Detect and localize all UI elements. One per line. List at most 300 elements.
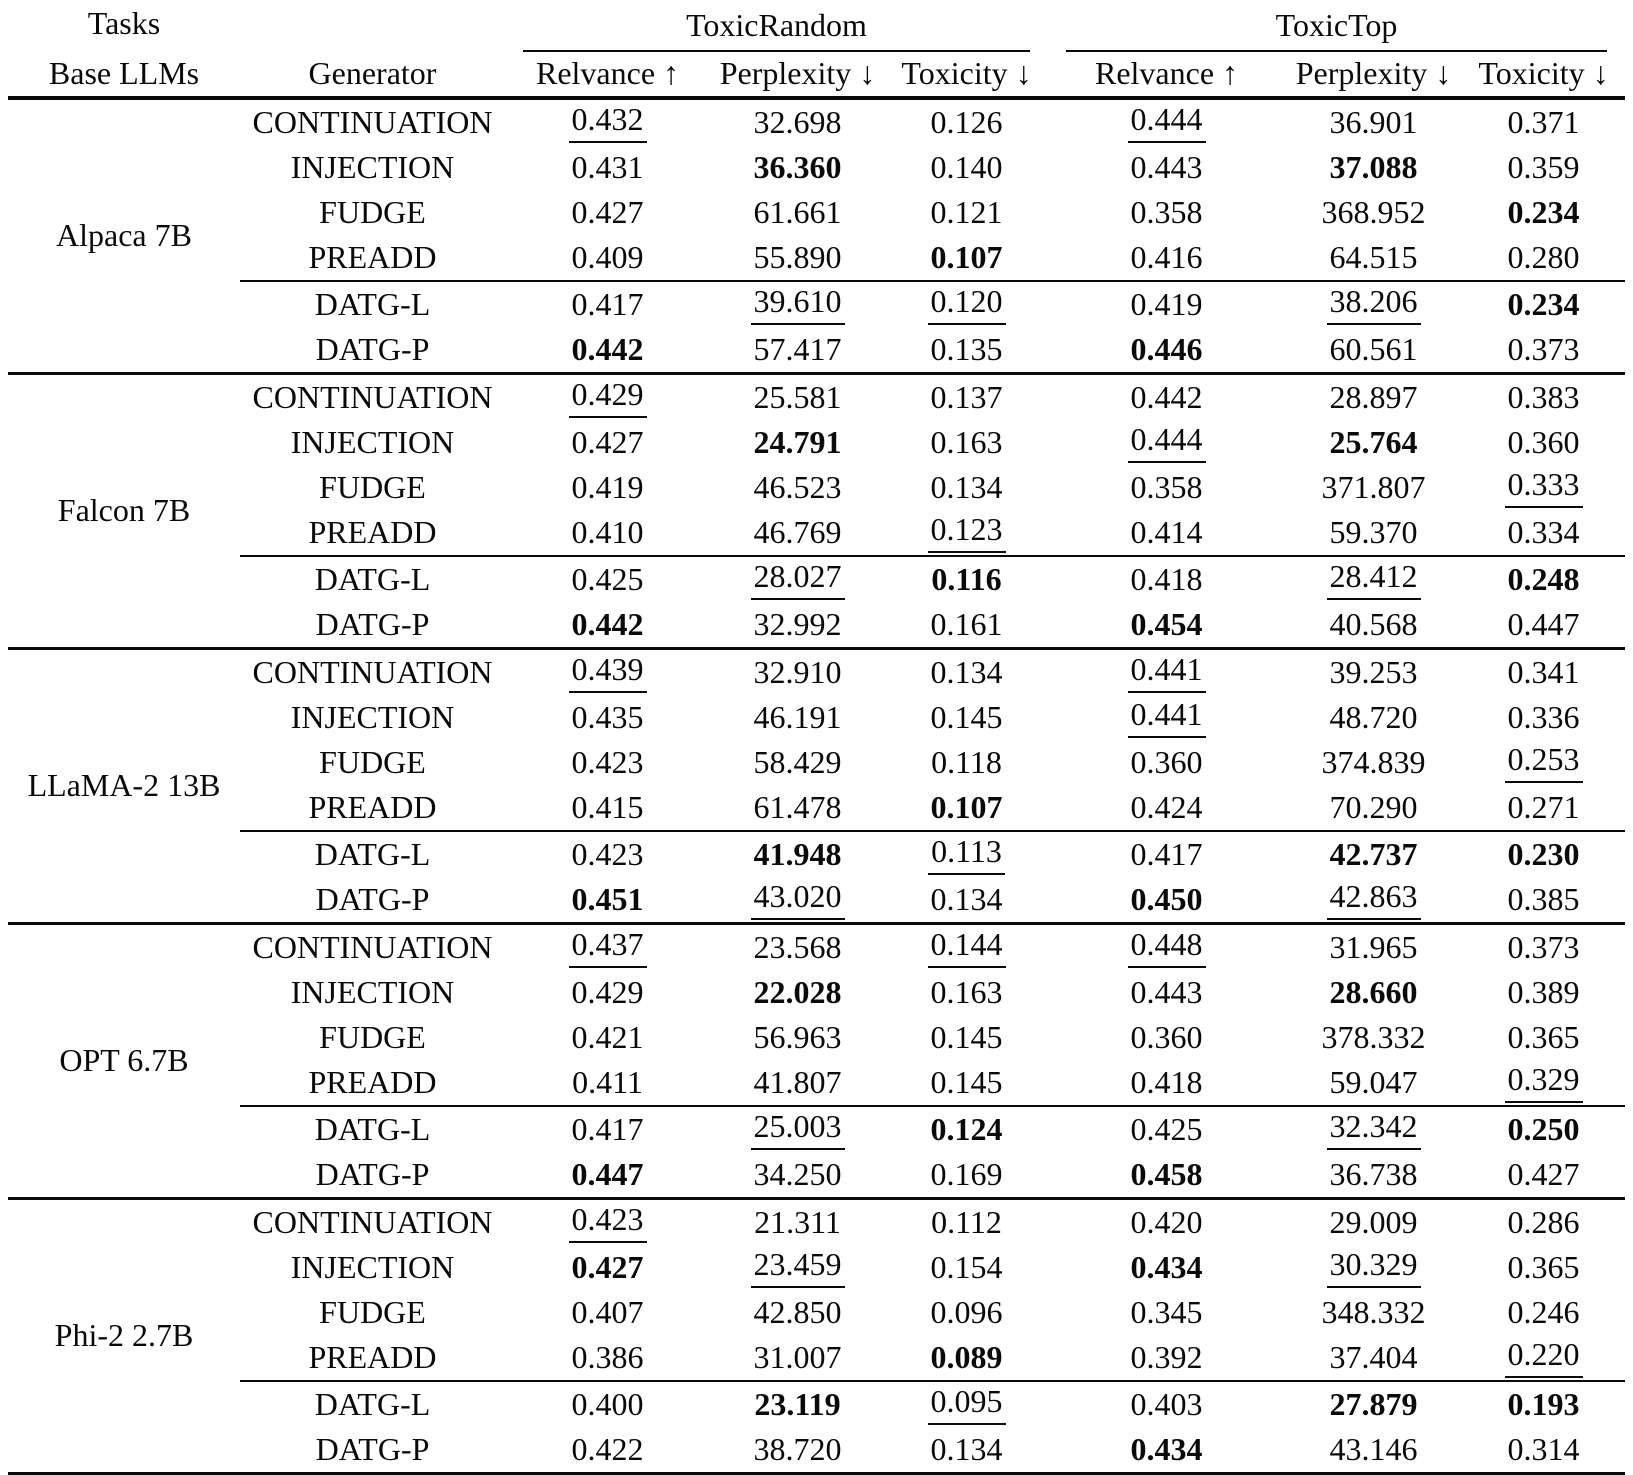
metric-value: 0.421: [571, 1018, 644, 1055]
metric-cell: [1048, 1199, 1285, 1246]
metric-value: 0.365: [1507, 1248, 1580, 1285]
metric-cell: [1048, 785, 1285, 831]
metric-cell: [885, 695, 1048, 740]
metric-cell: [1048, 924, 1285, 971]
metric-value: 0.407: [571, 1293, 644, 1330]
metric-value: 0.410: [571, 513, 644, 550]
metric-cell: [1048, 1381, 1285, 1427]
metric-cell: [1285, 281, 1462, 327]
metric-cell: [505, 740, 710, 785]
generator-cell: CONTINUATION: [252, 653, 493, 690]
metric-cell: [885, 877, 1048, 924]
metric-value: 0.447: [1507, 605, 1580, 642]
header-row-tasks: [8, 0, 1625, 52]
metric-cell: [505, 420, 710, 465]
metric-cell: [1048, 1290, 1285, 1335]
model-label-opt-6-7b: OPT 6.7B: [8, 924, 240, 1199]
metric-value: 37.088: [1329, 148, 1418, 185]
metric-cell: [505, 1290, 710, 1335]
metric-value: 0.427: [571, 423, 644, 460]
metric-value: 42.850: [753, 1293, 842, 1330]
metric-value: 0.096: [930, 1293, 1003, 1330]
metric-value: 0.400: [571, 1385, 644, 1422]
metric-value: 0.437: [569, 927, 647, 967]
metric-cell: [505, 602, 710, 649]
metric-value: 23.459: [751, 1247, 845, 1287]
metric-value: 59.047: [1329, 1063, 1418, 1100]
metric-cell: [710, 1381, 885, 1427]
metric-cell: [1048, 235, 1285, 281]
metric-cell: [885, 1152, 1048, 1199]
metric-cell: [1462, 1199, 1625, 1246]
metric-value: 61.478: [753, 788, 842, 825]
metric-value: 0.419: [1130, 285, 1203, 322]
metric-cell: [1462, 98, 1625, 145]
metric-value: 48.720: [1329, 698, 1418, 735]
metric-cell: [1285, 1245, 1462, 1290]
metric-value: 0.417: [571, 285, 644, 322]
metric-cell: [710, 1245, 885, 1290]
metric-cell: [1048, 145, 1285, 190]
metric-value: 24.791: [753, 423, 842, 460]
table-row: [8, 924, 1625, 971]
metric-value: 0.246: [1507, 1293, 1580, 1330]
metric-cell: [1285, 1290, 1462, 1335]
metric-cell: [505, 1199, 710, 1246]
metric-value: 0.420: [1130, 1203, 1203, 1240]
metric-value: 31.007: [753, 1338, 842, 1375]
metric-cell: [1462, 1152, 1625, 1199]
metric-cell: [885, 1015, 1048, 1060]
metric-value: 0.442: [571, 330, 644, 367]
metric-cell: [1048, 556, 1285, 602]
metric-value: 46.769: [753, 513, 842, 550]
metric-cell: [1462, 1015, 1625, 1060]
metric-cell: [885, 1060, 1048, 1106]
metric-cell: [1048, 98, 1285, 145]
metric-cell: [885, 420, 1048, 465]
metric-cell: [505, 235, 710, 281]
metric-cell: [885, 235, 1048, 281]
metric-cell: [1048, 327, 1285, 374]
metric-value: 0.360: [1130, 743, 1203, 780]
metric-value: 25.003: [751, 1109, 845, 1149]
metric-value: 0.373: [1507, 928, 1580, 965]
metric-value: 0.134: [930, 468, 1003, 505]
metric-cell: [1462, 1381, 1625, 1427]
table-row: [8, 465, 1625, 510]
metric-value: 0.161: [930, 605, 1003, 642]
generator-cell: INJECTION: [290, 973, 455, 1010]
metric-cell: [1462, 1290, 1625, 1335]
metric-cell: [710, 327, 885, 374]
metric-cell: [1285, 924, 1462, 971]
metric-cell: [1048, 465, 1285, 510]
task-header-toxicrandom: [505, 0, 1048, 52]
metric-cell: [1285, 877, 1462, 924]
metric-value: 0.422: [571, 1430, 644, 1467]
metric-cell: [1285, 602, 1462, 649]
metric-value: 0.434: [1130, 1248, 1203, 1285]
metric-cell: [1048, 1106, 1285, 1152]
metric-cell: [1285, 1199, 1462, 1246]
metric-cell: [710, 649, 885, 696]
metric-cell: [885, 1335, 1048, 1381]
table-row: [8, 510, 1625, 556]
metric-value: 0.414: [1130, 513, 1203, 550]
metric-value: 0.417: [571, 1110, 644, 1147]
metric-value: 61.661: [753, 193, 842, 230]
metric-cell: [885, 602, 1048, 649]
metric-value: 42.863: [1327, 879, 1421, 919]
corner-spacer: [240, 0, 505, 52]
metric-cell: [1462, 1106, 1625, 1152]
metric-value: 0.334: [1507, 513, 1580, 550]
metric-value: 0.431: [571, 148, 644, 185]
metric-cell: [885, 374, 1048, 421]
generator-cell: DATG-P: [240, 602, 505, 649]
table-header: [8, 0, 1625, 98]
generator-cell: PREADD: [240, 510, 505, 556]
metric-value: 0.446: [1130, 330, 1203, 367]
metric-cell: [1285, 831, 1462, 877]
metric-cell: [505, 1427, 710, 1474]
metric-cell: [710, 1106, 885, 1152]
metric-value: 37.404: [1329, 1338, 1418, 1375]
table-row: [8, 1245, 1625, 1290]
metric-cell: [1285, 556, 1462, 602]
metric-cell: [710, 190, 885, 235]
col-header-toxicrandom-perplexity: Perplexity ↓: [710, 52, 885, 98]
metric-cell: [505, 1060, 710, 1106]
metric-cell: [885, 190, 1048, 235]
metric-value: 0.193: [1507, 1385, 1580, 1422]
metric-cell: [885, 924, 1048, 971]
metric-cell: [710, 98, 885, 145]
metric-value: 0.427: [1507, 1155, 1580, 1192]
metric-value: 0.333: [1505, 467, 1583, 507]
metric-value: 0.443: [1130, 148, 1203, 185]
metric-cell: [1285, 98, 1462, 145]
metric-cell: [1285, 970, 1462, 1015]
metric-value: 28.660: [1329, 973, 1418, 1010]
metric-value: 0.389: [1507, 973, 1580, 1010]
metric-value: 0.425: [571, 560, 644, 597]
metric-value: 0.447: [571, 1155, 644, 1192]
generator-cell: CONTINUATION: [252, 928, 493, 965]
metric-cell: [505, 1106, 710, 1152]
metric-value: 70.290: [1329, 788, 1418, 825]
metric-cell: [1462, 602, 1625, 649]
table-row: [8, 695, 1625, 740]
metric-cell: [1462, 145, 1625, 190]
metric-cell: [885, 1427, 1048, 1474]
table-row: [8, 327, 1625, 374]
metric-cell: [505, 970, 710, 1015]
metric-value: 0.220: [1505, 1337, 1583, 1377]
metric-cell: [505, 1245, 710, 1290]
metric-cell: [710, 145, 885, 190]
metric-value: 0.121: [930, 193, 1003, 230]
generator-cell: INJECTION: [290, 698, 455, 735]
metric-cell: [885, 1106, 1048, 1152]
metric-cell: [885, 1245, 1048, 1290]
table-row: [8, 1381, 1625, 1427]
metric-value: 0.383: [1507, 378, 1580, 415]
metric-cell: [505, 145, 710, 190]
metric-value: 0.118: [931, 743, 1002, 780]
metric-value: 0.280: [1507, 238, 1580, 275]
metric-cell: [1048, 831, 1285, 877]
metric-value: 0.314: [1507, 1430, 1580, 1467]
metric-cell: [1462, 1060, 1625, 1106]
metric-cell: [885, 740, 1048, 785]
metric-value: 0.429: [569, 377, 647, 417]
metric-value: 0.116: [931, 560, 1002, 597]
metric-value: 0.329: [1505, 1062, 1583, 1102]
metric-cell: [885, 327, 1048, 374]
metric-value: 0.230: [1507, 835, 1580, 872]
metric-cell: [1462, 877, 1625, 924]
table-row: [8, 877, 1625, 924]
metric-value: 21.311: [754, 1203, 841, 1240]
task-header-toxictop: [1048, 0, 1625, 52]
table-row: [8, 1427, 1625, 1474]
metric-cell: [1285, 740, 1462, 785]
metric-cell: [710, 235, 885, 281]
metric-value: 0.360: [1130, 1018, 1203, 1055]
metric-value: 58.429: [753, 743, 842, 780]
metric-value: 0.234: [1507, 193, 1580, 230]
metric-value: 0.134: [930, 880, 1003, 917]
metric-cell: [505, 877, 710, 924]
metric-value: 0.154: [930, 1248, 1003, 1285]
metric-value: 41.948: [753, 835, 842, 872]
table-row: [8, 649, 1625, 696]
metric-value: 46.523: [753, 468, 842, 505]
metric-value: 0.341: [1507, 653, 1580, 690]
metric-cell: [710, 1335, 885, 1381]
metric-cell: [1462, 510, 1625, 556]
metric-cell: [505, 98, 710, 145]
generator-cell: PREADD: [240, 785, 505, 831]
table-row: [8, 831, 1625, 877]
metric-cell: [885, 970, 1048, 1015]
generator-cell: INJECTION: [290, 148, 455, 185]
metric-value: 0.248: [1507, 560, 1580, 597]
header-row-metrics: [8, 52, 1625, 98]
metric-value: 0.145: [930, 698, 1003, 735]
metric-cell: [505, 510, 710, 556]
metric-cell: [1048, 602, 1285, 649]
metric-cell: [710, 420, 885, 465]
generator-cell: PREADD: [240, 1335, 505, 1381]
metric-value: 0.448: [1128, 927, 1206, 967]
generator-cell: DATG-P: [240, 877, 505, 924]
metric-cell: [1048, 420, 1285, 465]
metric-value: 60.561: [1329, 330, 1418, 367]
metric-cell: [1048, 695, 1285, 740]
generator-cell: CONTINUATION: [252, 378, 493, 415]
metric-value: 0.145: [930, 1063, 1003, 1100]
metric-cell: [1285, 420, 1462, 465]
metric-cell: [710, 740, 885, 785]
table-body: [8, 98, 1625, 1474]
metric-value: 0.120: [928, 284, 1006, 324]
metric-value: 0.417: [1130, 835, 1203, 872]
table-row: [8, 98, 1625, 145]
metric-value: 39.610: [751, 284, 845, 324]
toxictop-rule: [1066, 8, 1607, 52]
metric-value: 0.419: [571, 468, 644, 505]
metric-cell: [505, 785, 710, 831]
metric-value: 0.450: [1130, 880, 1203, 917]
metric-value: 41.807: [753, 1063, 842, 1100]
metric-cell: [710, 695, 885, 740]
generator-header: Generator: [240, 52, 505, 98]
table-row: [8, 785, 1625, 831]
table-row: [8, 1199, 1625, 1246]
metric-value: 0.360: [1507, 423, 1580, 460]
metric-cell: [1462, 1245, 1625, 1290]
table-row: [8, 145, 1625, 190]
metric-value: 378.332: [1321, 1018, 1426, 1055]
metric-value: 0.444: [1128, 102, 1206, 142]
metric-value: 36.738: [1329, 1155, 1418, 1192]
toxicrandom-rule: [523, 8, 1030, 52]
metric-value: 0.134: [930, 653, 1003, 690]
model-label-phi-2-2-7b: Phi-2 2.7B: [8, 1199, 240, 1474]
metric-value: 38.206: [1327, 284, 1421, 324]
metric-cell: [505, 1335, 710, 1381]
generator-cell: FUDGE: [319, 743, 426, 780]
metric-cell: [710, 1290, 885, 1335]
metric-cell: [710, 877, 885, 924]
metric-cell: [1462, 556, 1625, 602]
table-row: [8, 740, 1625, 785]
metric-value: 0.444: [1128, 422, 1206, 462]
metric-value: 0.134: [930, 1430, 1003, 1467]
metric-value: 0.424: [1130, 788, 1203, 825]
metric-cell: [1285, 145, 1462, 190]
metric-cell: [885, 145, 1048, 190]
metric-value: 0.423: [571, 835, 644, 872]
metric-value: 32.910: [753, 653, 842, 690]
metric-cell: [1048, 740, 1285, 785]
metric-value: 0.169: [930, 1155, 1003, 1192]
metric-cell: [1285, 374, 1462, 421]
metric-value: 31.965: [1329, 928, 1418, 965]
metric-cell: [505, 465, 710, 510]
metric-value: 0.386: [571, 1338, 644, 1375]
model-label-falcon-7b: Falcon 7B: [8, 374, 240, 649]
generator-cell: PREADD: [240, 235, 505, 281]
model-label-llama-2-13b: LLaMA-2 13B: [8, 649, 240, 924]
metric-value: 56.963: [753, 1018, 842, 1055]
col-header-toxictop-toxicity: Toxicity ↓: [1462, 52, 1625, 98]
metric-value: 0.163: [930, 423, 1003, 460]
metric-value: 348.332: [1321, 1293, 1426, 1330]
toxictop-title: ToxicTop: [1275, 6, 1398, 43]
metric-value: 0.112: [931, 1203, 1002, 1240]
table-row: [8, 281, 1625, 327]
metric-value: 43.146: [1329, 1430, 1418, 1467]
generator-cell: FUDGE: [319, 1018, 426, 1055]
col-header-toxictop-perplexity: Perplexity ↓: [1285, 52, 1462, 98]
col-header-toxicrandom-toxicity: Toxicity ↓: [885, 52, 1048, 98]
toxicrandom-title: ToxicRandom: [686, 6, 867, 43]
generator-cell: FUDGE: [319, 468, 426, 505]
metric-value: 0.253: [1505, 742, 1583, 782]
table-row: [8, 1335, 1625, 1381]
metric-value: 59.370: [1329, 513, 1418, 550]
metric-cell: [710, 1199, 885, 1246]
table-row: [8, 970, 1625, 1015]
metric-cell: [1285, 1015, 1462, 1060]
metric-cell: [505, 281, 710, 327]
metric-cell: [710, 924, 885, 971]
table-row: [8, 602, 1625, 649]
metric-cell: [1285, 1060, 1462, 1106]
metric-value: 0.443: [1130, 973, 1203, 1010]
metric-cell: [505, 1015, 710, 1060]
metric-cell: [1285, 695, 1462, 740]
metric-value: 36.360: [753, 148, 842, 185]
metric-cell: [710, 281, 885, 327]
generator-cell: DATG-L: [314, 560, 431, 597]
metric-cell: [1462, 1335, 1625, 1381]
generator-cell: DATG-L: [314, 285, 431, 322]
generator-cell: PREADD: [240, 1060, 505, 1106]
metric-cell: [505, 831, 710, 877]
metric-value: 0.441: [1128, 652, 1206, 692]
table-row: [8, 235, 1625, 281]
metric-cell: [505, 649, 710, 696]
generator-cell: CONTINUATION: [252, 1203, 493, 1240]
metric-cell: [1048, 190, 1285, 235]
metric-value: 0.124: [930, 1110, 1003, 1147]
metric-value: 0.089: [930, 1338, 1003, 1375]
metric-cell: [505, 695, 710, 740]
metric-cell: [1285, 235, 1462, 281]
metric-value: 0.425: [1130, 1110, 1203, 1147]
metric-value: 0.439: [569, 652, 647, 692]
metric-value: 0.359: [1507, 148, 1580, 185]
metric-cell: [885, 831, 1048, 877]
metric-cell: [1048, 877, 1285, 924]
metric-cell: [710, 602, 885, 649]
metric-cell: [505, 190, 710, 235]
metric-value: 43.020: [751, 879, 845, 919]
metric-cell: [885, 1199, 1048, 1246]
metric-value: 25.581: [753, 378, 842, 415]
metric-value: 0.427: [571, 1248, 644, 1285]
metric-cell: [1285, 1381, 1462, 1427]
metric-value: 28.027: [751, 559, 845, 599]
metric-cell: [1462, 374, 1625, 421]
metric-cell: [1285, 649, 1462, 696]
generator-cell: FUDGE: [319, 193, 426, 230]
metric-cell: [1462, 327, 1625, 374]
metric-value: 0.145: [930, 1018, 1003, 1055]
metric-cell: [885, 465, 1048, 510]
metric-cell: [1048, 1427, 1285, 1474]
metric-value: 0.286: [1507, 1203, 1580, 1240]
metric-cell: [1462, 235, 1625, 281]
metric-value: 0.373: [1507, 330, 1580, 367]
metric-value: 38.720: [753, 1430, 842, 1467]
metric-value: 0.454: [1130, 605, 1203, 642]
